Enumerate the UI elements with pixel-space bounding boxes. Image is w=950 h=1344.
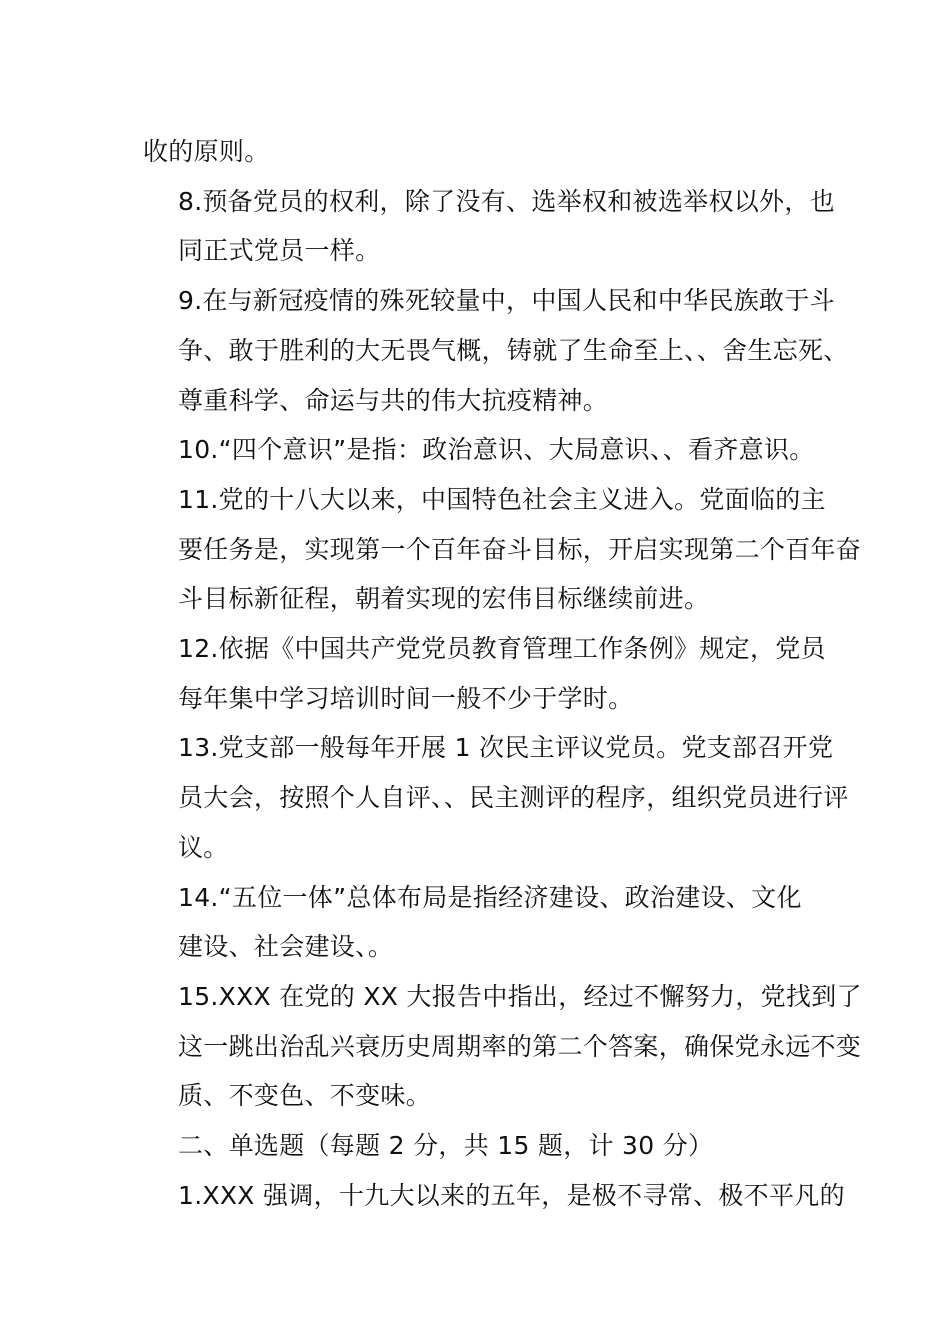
document-paragraph — [143, 972, 862, 1121]
document-paragraph — [143, 1121, 811, 1171]
paragraph-line: 每年集中学习培训时间一般不少于学时。 — [178, 683, 634, 713]
paragraph-line: 要任务是，实现第一个百年奋斗目标，开启实现第二个百年奋 — [178, 534, 862, 564]
paragraph-line: 收的原则。 — [143, 137, 270, 166]
paragraph-line: 11.党的十八大以来，中国特色社会主义进入。党面临的主 — [178, 484, 826, 514]
paragraph-line: 9.在与新冠疫情的殊死较量中，中国人民和中华民族敢于斗 — [178, 286, 835, 316]
paragraph-line: 议。 — [178, 832, 229, 862]
paragraph-line: 15.XXX 在党的 XX 大报告中指出，经过不懈努力，党找到了 — [178, 981, 862, 1011]
document-paragraph — [143, 177, 835, 276]
paragraph-line: 13.党支部一般每年开展 1 次民主评议党员。党支部召开党 — [178, 733, 834, 763]
paragraph-line: 斗目标新征程，朝着实现的宏伟目标继续前进。 — [178, 584, 710, 614]
document-paragraph — [143, 276, 849, 425]
paragraph-line: 质、不变色、不变味。 — [178, 1081, 432, 1111]
document-paragraph — [143, 475, 862, 624]
document-paragraph — [143, 624, 826, 723]
paragraph-line: 10.“四个意识”是指：政治意识、大局意识、、看齐意识。 — [178, 435, 815, 465]
paragraph-line: 1.XXX 强调，十九大以来的五年，是极不寻常、极不平凡的 — [178, 1180, 845, 1210]
paragraph-line: 14.“五位一体”总体布局是指经济建设、政治建设、文化 — [178, 882, 802, 912]
paragraph-line: 12.依据《中国共产党党员教育管理工作条例》规定，党员 — [178, 634, 826, 664]
paragraph-line: 二、单选题（每题 2 分，共 15 题，计 30 分） — [178, 1131, 714, 1161]
paragraph-line: 建设、社会建设、。 — [178, 932, 394, 962]
paragraph-line: 尊重科学、命运与共的伟大抗疫精神。 — [178, 385, 609, 415]
paragraph-line: 同正式党员一样。 — [178, 236, 381, 266]
document-paragraph — [143, 127, 811, 177]
paragraph-line: 员大会，按照个人自评、、民主测评的程序，组织党员进行评 — [178, 783, 849, 813]
document-paragraph — [143, 723, 849, 872]
paragraph-line: 8.预备党员的权利，除了没有、选举权和被选举权以外，也 — [178, 186, 835, 216]
document-paragraph — [143, 1171, 845, 1221]
document-paragraph — [143, 873, 811, 972]
document-body — [143, 127, 862, 1220]
paragraph-line: 争、敢于胜利的大无畏气概，铸就了生命至上、、舍生忘死、 — [178, 335, 849, 365]
paragraph-line: 这一跳出治乱兴衰历史周期率的第二个答案，确保党永远不变 — [178, 1031, 862, 1061]
document-paragraph — [143, 425, 815, 475]
